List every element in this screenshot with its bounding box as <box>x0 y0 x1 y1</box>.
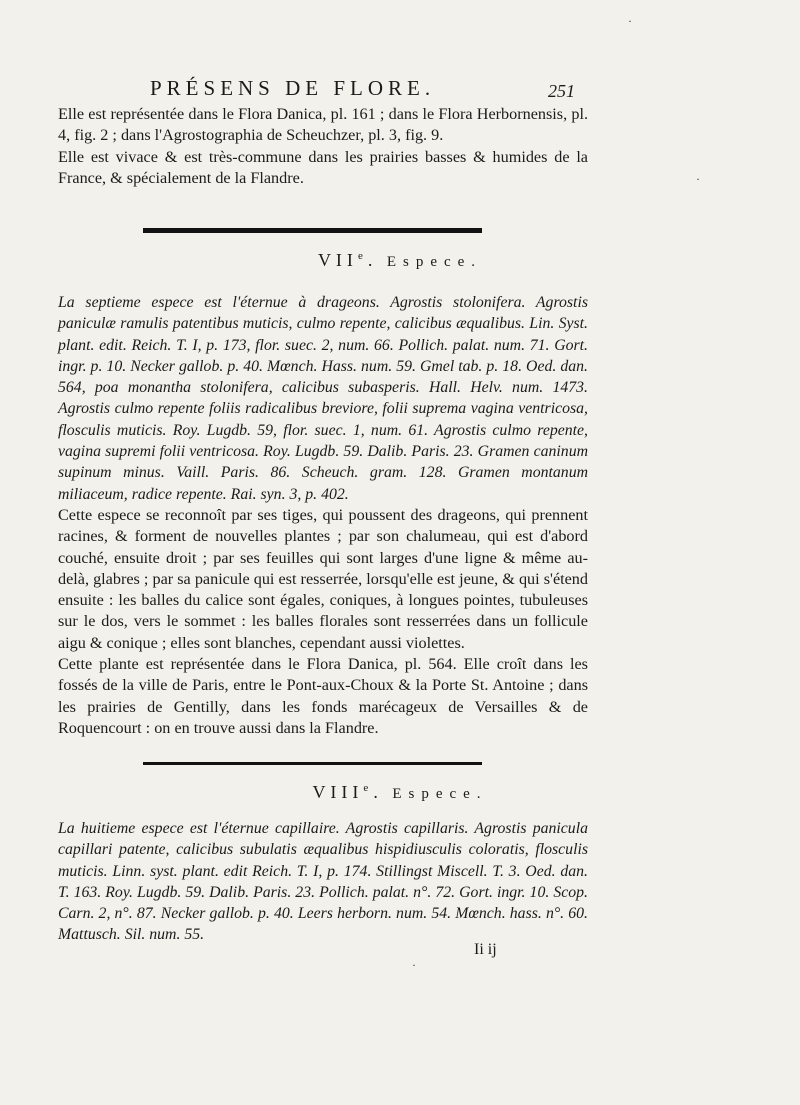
section-divider-1 <box>143 228 482 233</box>
section-8-text <box>58 818 588 946</box>
section-8-word: Espece. <box>392 786 488 802</box>
section-7-paragraph-1: La septieme espece est l'éternue à drageons. Agrostis stolonifera. Agrostis paniculæ ramulis patentibus muticis, culmo repente, calicibus æqualibus. Lin. Syst. plant. edit. Reich. T. I, p. 173, flor. suec. 2, num. 66. Pollich. palat. num. 71. Gort. ingr. p. 10. Necker gallob. p. 40. Mœnch. Hass. num. 59. Gmel tab. p. 18. Oed. dan. 564, poa monantha stolonifera, calicibus subasperis. Hall. Helv. num. 1473. Agrostis culmo repente foliis radicalibus breviore, folii suprema vagina ventricosa, flosculis muticis. Roy. Lugdb. 59, flor. suec. 1, num. 61. Agrostis culmo repente, vagina supremi folii ventricosa. Roy. Lugdb. 59. Dalib. Paris. 23. Gramen caninum supinum minus. Vaill. Paris. 86. Scheuch. gram. 128. Gramen montanum miliaceum, radice repente. Rai. syn. 3, p. 402. <box>58 294 588 503</box>
intro-text <box>58 104 588 189</box>
section-8-title: VIIIe. Espece. <box>312 782 488 802</box>
intro-paragraph-2: Elle est vivace & est très-commune dans les prairies basses & humides de la France, & spécialement de la Flandre. <box>58 147 588 187</box>
section-7-paragraph-2: Cette espece se reconnoît par ses tiges, qui poussent des drageons, qui prennent racines, & forment de nouvelles plantes ; par son chalumeau, qui est d'abord couché, ensuite droit ; par ses feuilles qui sont larges d'une ligne & même au-delà, glabres ; par sa panicule qui est resserrée, lorsqu'elle est jeune, & qui s'étend ensuite : les balles du calice sont égales, coniques, à longues pointes, tubuleuses sur le dos, vers le sommet : les balles florales sont resserrées dans un follicule aigu & conique ; elles sont blanches, cependant aussi violettes. <box>58 505 588 652</box>
section-7-title: VIIe. Espece. <box>317 250 483 270</box>
ink-speck: · <box>696 172 700 186</box>
section-7-text <box>58 292 588 739</box>
intro-paragraph-1: Elle est représentée dans le Flora Danica, pl. 161 ; dans le Flora Herbornensis, pl. 4, fig. 2 ; dans l'Agrostographia de Scheuchzer, pl. 3, fig. 9. <box>58 105 588 145</box>
running-title: PRÉSENS DE FLORE. <box>150 76 436 100</box>
signature-mark: Ii ij <box>474 941 497 958</box>
page-number: 251 <box>548 81 575 101</box>
page-header <box>0 76 800 106</box>
section-7-superscript: e <box>357 250 368 262</box>
section-8-paragraph-1: La huitieme espece est l'éternue capillaire. Agrostis capillaris. Agrostis panicula capillari patente, calicibus subulatis æqualibus hispidiusculis coloratis, flosculis muticis. Linn. syst. plant. edit Reich. T. I, p. 174. Stillingst Miscell. T. 3. Oed. dan. T. 163. Roy. Lugdb. 59. Dalib. Paris. 23. Pollich. palat. n°. 72. Gort. ingr. 10. Scop. Carn. 2, n°. 87. Necker gallob. p. 40. Leers herborn. num. 54. Mœnch. hass. n°. 60. Mattusch. Sil. num. 55. <box>58 820 588 944</box>
ink-speck: · <box>628 14 632 28</box>
section-7-number: VII <box>317 250 358 270</box>
section-8-number: VIII <box>312 782 364 802</box>
section-divider-2 <box>143 762 482 765</box>
ink-speck: · <box>412 958 416 972</box>
section-7-word: Espece. <box>386 254 483 270</box>
section-7-paragraph-3: Cette plante est représentée dans le Flora Danica, pl. 564. Elle croît dans les fossés de la ville de Paris, entre le Pont-aux-Choux & la Porte St. Antoine ; dans les prairies de Gentilly, dans les fonds marécageux de Versailles & de Roquencourt : on en trouve aussi dans la Flandre. <box>58 655 588 737</box>
section-8-superscript: e <box>363 782 374 794</box>
